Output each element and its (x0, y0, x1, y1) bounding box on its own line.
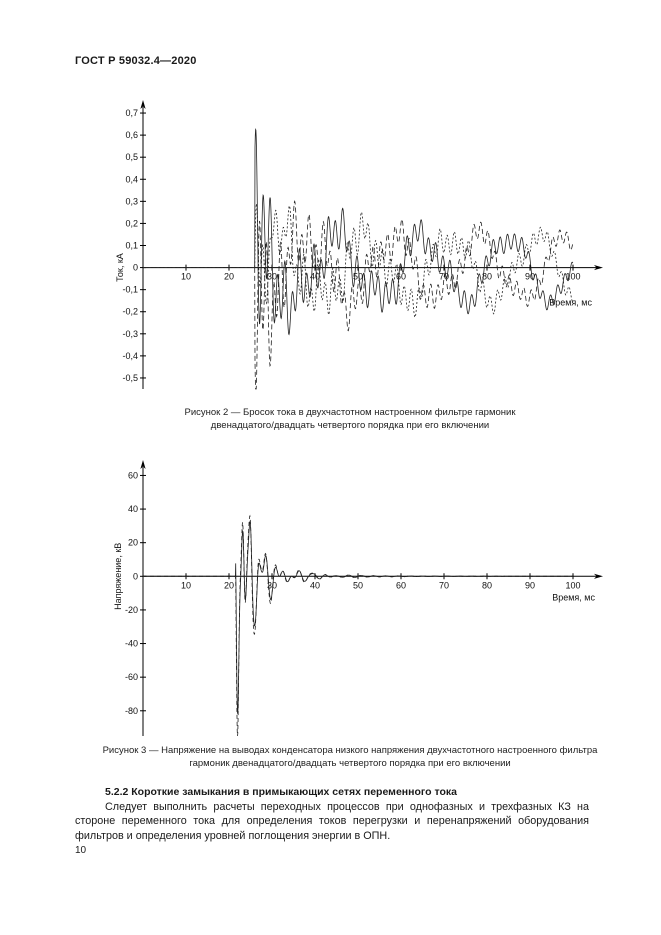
svg-text:0: 0 (132, 262, 138, 273)
figure2-chart (100, 98, 640, 410)
svg-text:20: 20 (223, 580, 235, 591)
svg-text:-0,2: -0,2 (122, 306, 138, 317)
svg-text:100: 100 (565, 271, 581, 282)
svg-text:0,7: 0,7 (125, 108, 138, 119)
page-number: 10 (75, 845, 87, 856)
svg-text:-80: -80 (124, 705, 138, 716)
svg-text:Ток, кА: Ток, кА (115, 253, 125, 282)
svg-text:60: 60 (395, 271, 407, 282)
section-heading: 5.2.2 Короткие замыкания в примыкающих сетях переменного тока (105, 786, 457, 798)
figure3-caption-line1: Рисунок 3 — Напряжение на выводах конденсатора низкого напряжения двухчастотного настроенного фильтра (102, 745, 598, 756)
figure2-caption-line2: двенадцатого/двадцать четвертого порядка при его включении (210, 420, 490, 431)
svg-text:80: 80 (481, 580, 493, 591)
svg-text:-20: -20 (124, 604, 138, 615)
svg-text:-0,4: -0,4 (122, 350, 138, 361)
svg-text:-0,1: -0,1 (122, 284, 138, 295)
svg-text:50: 50 (352, 580, 364, 591)
svg-text:40: 40 (127, 504, 138, 515)
svg-text:90: 90 (524, 271, 536, 282)
svg-text:30: 30 (266, 271, 278, 282)
svg-text:0,4: 0,4 (125, 174, 138, 185)
svg-text:0,3: 0,3 (125, 196, 138, 207)
svg-text:20: 20 (127, 537, 138, 548)
figure3-caption-line2: гармоник двенадцатого/двадцать четвертого порядка при его включении (189, 758, 511, 769)
svg-text:0,2: 0,2 (125, 218, 138, 229)
figure2-caption-line1: Рисунок 2 — Бросок тока в двухчастотном настроенном фильтре гармоник (184, 407, 516, 418)
svg-text:20: 20 (223, 271, 235, 282)
svg-text:40: 40 (309, 580, 321, 591)
svg-text:-60: -60 (124, 672, 138, 683)
svg-text:-40: -40 (124, 638, 138, 649)
svg-text:-0,3: -0,3 (122, 328, 138, 339)
figure2-caption (60, 406, 640, 432)
svg-text:0: 0 (132, 571, 138, 582)
svg-text:10: 10 (180, 271, 192, 282)
svg-text:0,1: 0,1 (125, 240, 138, 251)
svg-text:Время, мс: Время, мс (552, 592, 595, 603)
svg-text:90: 90 (524, 580, 536, 591)
svg-text:Напряжение, кВ: Напряжение, кВ (113, 542, 123, 610)
svg-text:100: 100 (565, 580, 581, 591)
figure3-chart (100, 440, 640, 742)
svg-text:30: 30 (266, 580, 278, 591)
svg-text:10: 10 (180, 580, 192, 591)
document-header: ГОСТ Р 59032.4—2020 (75, 55, 197, 67)
figure3-caption (60, 744, 640, 770)
svg-text:0,6: 0,6 (125, 130, 138, 141)
svg-text:-0,5: -0,5 (122, 372, 138, 383)
svg-text:50: 50 (352, 271, 364, 282)
body-paragraph: Следует выполнить расчеты переходных процессов при однофазных и трехфазных КЗ на стороне переменного тока для определения токов перегрузки и перенапряжений оборудования фильтров и определения уровней поглощения энергии в ОПН. (75, 801, 589, 842)
svg-text:40: 40 (309, 271, 321, 282)
svg-text:80: 80 (481, 271, 493, 282)
svg-text:60: 60 (127, 470, 138, 481)
svg-text:70: 70 (438, 580, 450, 591)
svg-text:0,5: 0,5 (125, 152, 138, 163)
svg-text:60: 60 (395, 580, 407, 591)
svg-text:Время, мс: Время, мс (549, 297, 592, 308)
svg-text:70: 70 (438, 271, 450, 282)
